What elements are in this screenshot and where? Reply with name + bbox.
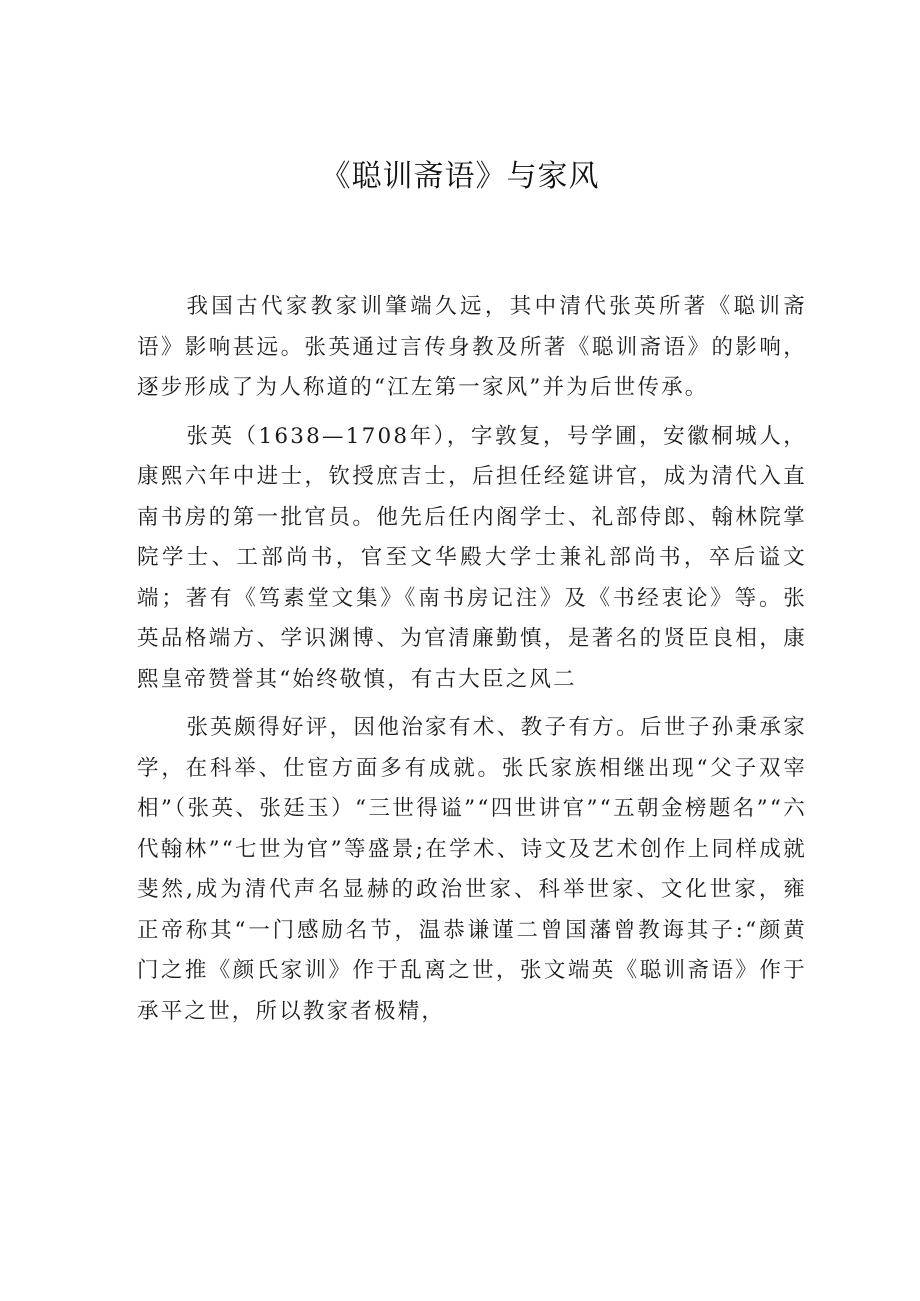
document-body [137,287,807,1040]
paragraph-1: 我国古代家教家训肇端久远，其中清代张英所著《聪训斋语》影响甚远。张英通过言传身教及所著《聪训斋语》的影响，逐步形成了为人称道的“江左第一家风”并为后世传承。 [137,294,807,400]
paragraph-3: 张英颇得好评，因他治家有术、教子有方。后世子孙秉承家学，在科举、仕宦方面多有成就。张氏家族相继出现“父子双宰相”（张英、张廷玉）“三世得谥”“四世讲官”“五朝金榜题名”“六代翰林”“七世为官”等盛景;在学术、诗文及艺术创作上同样成就斐然,成为清代声名显赫的政治世家、科举世家、文化世家，雍正帝称其“一门感励名节，温恭谦谨二曾国藩曾教诲其子:“颜黄门之推《颜氏家训》作于乱离之世，张文端英《聪训斋语》作于承平之世，所以教家者极精， [137,715,807,1024]
document-title: 《聪训斋语》与家风 [320,159,600,194]
paragraph-2: 张英（1638—1708年），字敦复，号学圃，安徽桐城人，康熙六年中进士，钦授庶吉士，后担任经筵讲官，成为清代入直南书房的第一批官员。他先后任内阁学士、礼部侍郎、翰林院掌院学士、工部尚书，官至文华殿大学士兼礼部尚书，卒后谥文端；著有《笃素堂文集》《南书房记注》及《书经衷论》等。张英品格端方、学识渊博、为官清廉勤慎，是著名的贤臣良相，康熙皇帝赞誉其“始终敬慎，有古大臣之风二 [137,423,807,692]
